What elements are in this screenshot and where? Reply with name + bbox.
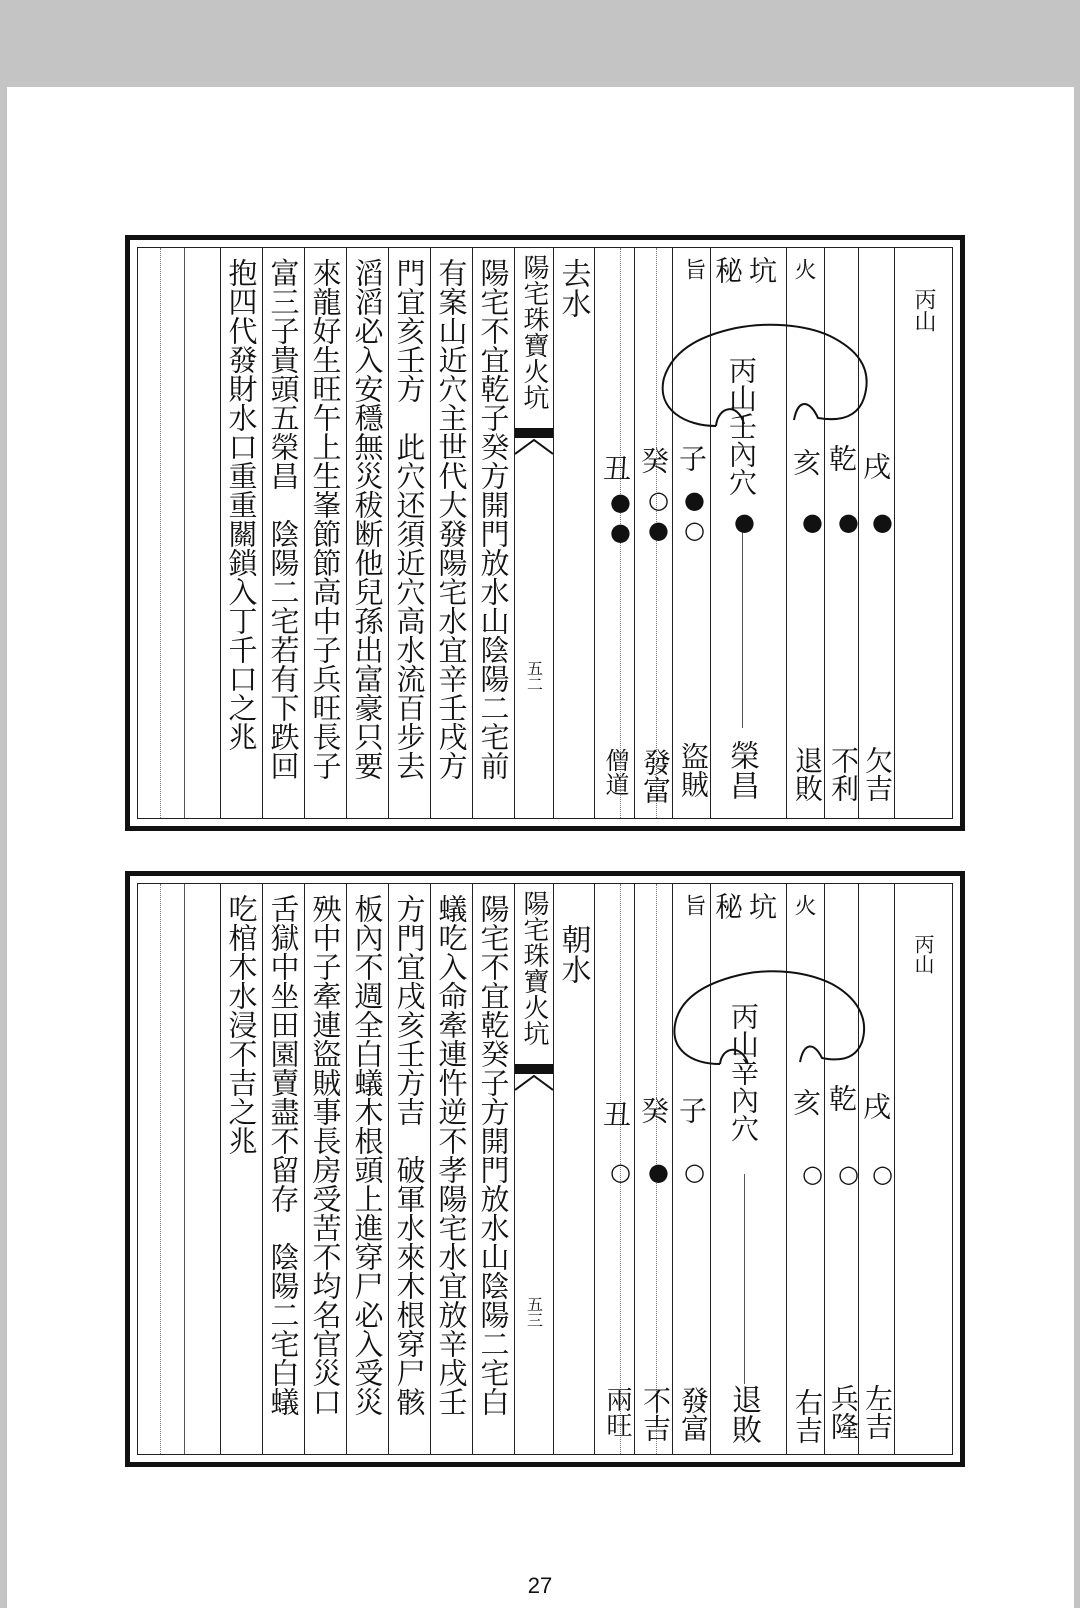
- mountain-label: 丙山: [911, 934, 935, 974]
- header-char-4: 旨: [681, 258, 706, 280]
- scanned-page: [7, 87, 1074, 1608]
- marker-5: ●: [684, 486, 705, 514]
- marker-9: ●: [648, 516, 669, 544]
- panel-1: [125, 235, 965, 831]
- marker-3: ○: [802, 1160, 823, 1188]
- marker-4: ○: [684, 1158, 705, 1186]
- marker-2: ●: [838, 508, 859, 536]
- direction-qian: 乾: [825, 1084, 858, 1112]
- mound-outline-icon: [654, 964, 874, 1069]
- outcome-7: 僧道: [601, 748, 629, 796]
- folio-number: 五二: [524, 660, 544, 692]
- header-char-3: 秘: [711, 256, 744, 284]
- outcome-4: 榮昌: [724, 740, 759, 800]
- direction-xu: 戌: [859, 1092, 892, 1120]
- header-char-4: 旨: [681, 894, 706, 916]
- header-char-3: 秘: [711, 892, 744, 920]
- body-column-7: 吃棺木水浸不吉之兆: [224, 894, 259, 1155]
- outcome-1: 欠吉: [861, 746, 894, 802]
- direction-hai: 亥: [789, 1088, 822, 1116]
- direction-qian: 乾: [825, 444, 858, 472]
- body-column-2: 蟻吃入命牽連忤逆不孝陽宅水宜放辛戌壬: [434, 894, 469, 1416]
- header-char-1: 火: [791, 258, 816, 280]
- panel-1-frame: [137, 247, 953, 819]
- water-type: 去水: [555, 258, 591, 318]
- body-column-1: 陽宅不宜乾子癸方開門放水山陰陽二宅前: [476, 258, 511, 780]
- marker-10: ●: [610, 518, 631, 546]
- outcome-6: 發富: [639, 748, 672, 804]
- body-column-5: 殃中子牽連盜賊事長房受苦不均名官災口: [308, 894, 343, 1416]
- body-column-1: 陽宅不宜乾癸子方開門放水山陰陽二宅白: [476, 894, 511, 1416]
- marker-1: ○: [872, 1160, 893, 1188]
- header-char-2: 坑: [745, 892, 778, 920]
- body-column-6: 富三子貴頭五榮昌 陰陽二宅若有下跌回: [266, 258, 301, 780]
- marker-6: ○: [610, 1158, 631, 1186]
- direction-zi: 子: [675, 1096, 708, 1124]
- body-column-2: 有案山近穴主世代大發陽宅水宜辛壬戌方: [434, 258, 469, 780]
- marker-1: ●: [872, 508, 893, 536]
- water-type: 朝水: [555, 924, 591, 984]
- outcome-2: 不利: [827, 746, 860, 802]
- marker-6: ○: [648, 486, 669, 514]
- direction-gui: 癸: [637, 1096, 670, 1124]
- panel-2-frame: [137, 883, 953, 1455]
- outcome-3: 右吉: [791, 1388, 824, 1444]
- marker-7: ●: [610, 488, 631, 516]
- water-type-column: [552, 248, 594, 818]
- outcome-4: 退敗: [726, 1384, 761, 1444]
- page-number: 27: [527, 1573, 553, 1598]
- direction-zi: 子: [675, 444, 708, 472]
- title-band: [514, 884, 554, 1454]
- direction-chou: 丑: [599, 454, 632, 482]
- body-column-3: 方門宜戌亥壬方吉 破軍水來木根穿尸骸: [392, 894, 427, 1416]
- direction-gui: 癸: [637, 446, 670, 474]
- header-char-2: 坑: [745, 256, 778, 284]
- body-column-6: 舌獄中坐田園賣盡不留存 陰陽二宅白蟻: [266, 894, 301, 1416]
- outcome-6: 不吉: [639, 1386, 672, 1442]
- title-band: [514, 248, 554, 818]
- marker-5: ●: [648, 1158, 669, 1186]
- body-column-4: 滔滔必入安穩無災秡断他兒孫出富豪只要: [350, 258, 385, 780]
- folio-number: 五三: [524, 1296, 544, 1328]
- direction-xu: 戌: [859, 452, 892, 480]
- marker-8: ○: [684, 516, 705, 544]
- panel-title: 陽宅珠寶火坑: [519, 254, 549, 410]
- mound-outline-icon: [646, 318, 876, 428]
- outcome-1: 左吉: [861, 1384, 894, 1440]
- direction-hai: 亥: [789, 448, 822, 476]
- body-column-4: 板內不週全白蟻木根頭上進穿尸必入受災: [350, 894, 385, 1416]
- body-column-3: 門宜亥壬方 此穴还須近穴高水流百步去: [392, 258, 427, 780]
- outcome-5: 發富: [677, 1386, 710, 1442]
- outcome-7: 兩旺: [602, 1386, 632, 1438]
- marker-3: ●: [802, 508, 823, 536]
- water-type-column: [552, 884, 594, 1454]
- mountain-label: 丙山: [911, 288, 936, 332]
- panel-2: [125, 871, 965, 1467]
- center-label: 丙山辛內穴: [727, 1002, 760, 1142]
- outcome-2: 兵隆: [827, 1384, 860, 1440]
- outcome-5: 盜賊: [677, 742, 710, 798]
- marker-2: ○: [838, 1160, 859, 1188]
- body-column-7: 抱四代發財水口重重關鎖入丁千口之兆: [224, 258, 259, 751]
- body-column-5: 來龍好生旺午上生峯節節高中子兵旺長子: [308, 258, 343, 780]
- marker-4: ●: [734, 508, 755, 536]
- panel-title: 陽宅珠寶火坑: [519, 890, 549, 1046]
- center-label: 丙山壬內穴: [725, 356, 758, 496]
- outcome-3: 退敗: [791, 746, 824, 802]
- direction-chou: 丑: [599, 1100, 632, 1128]
- header-char-1: 火: [791, 894, 816, 916]
